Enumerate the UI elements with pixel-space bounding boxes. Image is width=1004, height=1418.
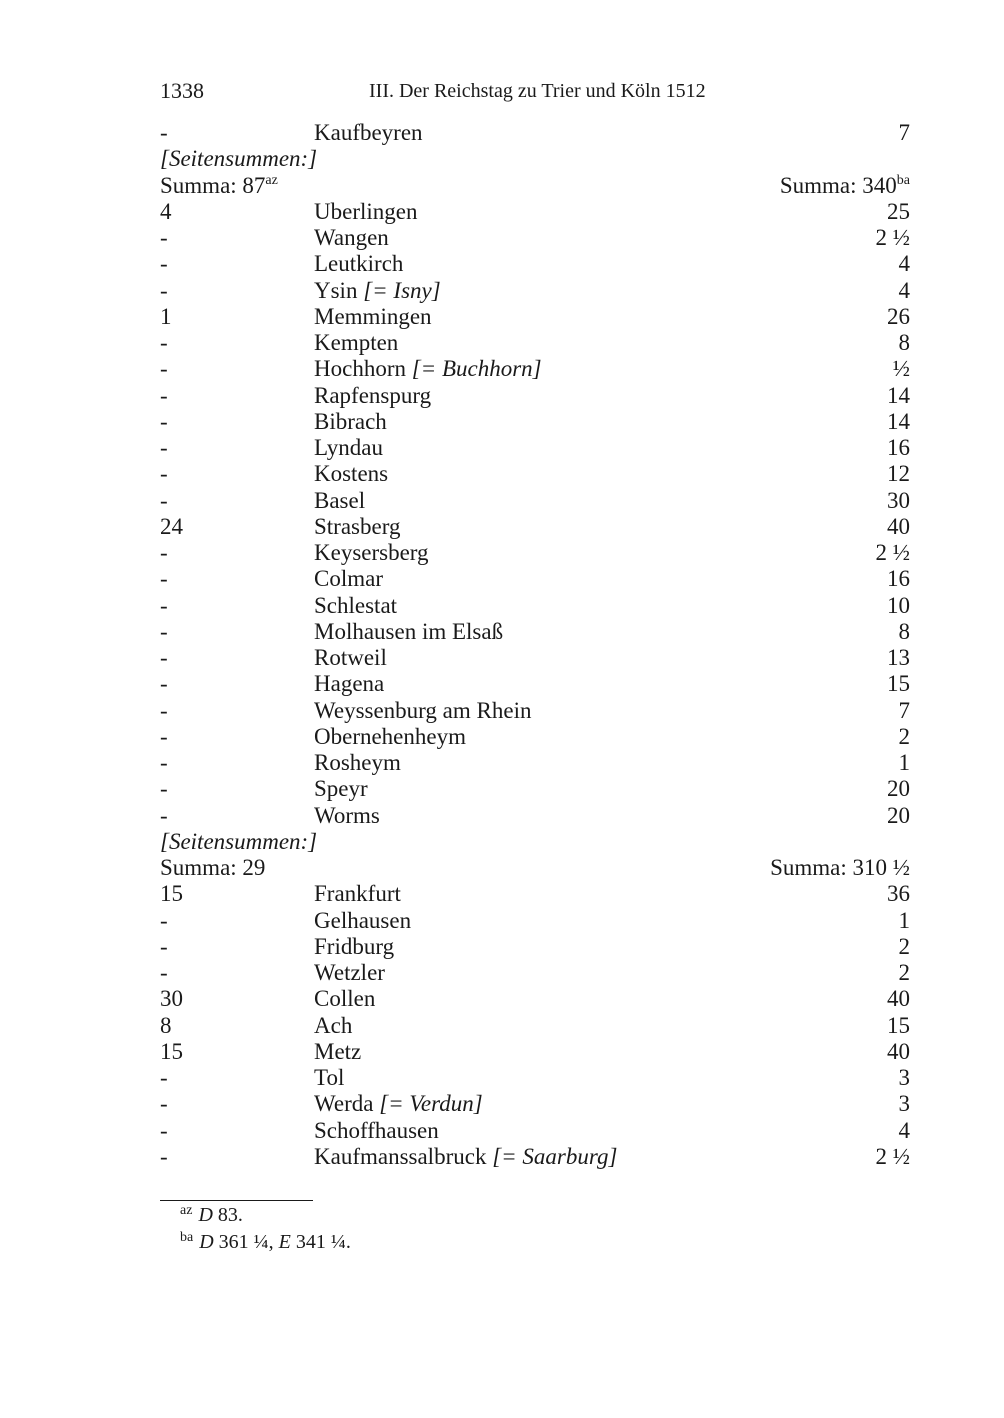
table-row — [160, 724, 910, 750]
value-cell: 16 — [887, 566, 910, 592]
value-cell: 2 — [898, 723, 910, 749]
place-name: Strasberg — [314, 513, 401, 539]
table-row — [160, 750, 910, 776]
place-name: Tol — [314, 1065, 345, 1090]
table-row — [160, 304, 910, 330]
place-cell — [314, 488, 365, 514]
contribution-table — [160, 120, 910, 1170]
table-row — [160, 934, 910, 960]
quota-cell: 15 — [160, 881, 183, 907]
value-cell: 15 — [887, 1012, 910, 1038]
quota-cell: - — [160, 120, 168, 145]
value-cell: 25 — [887, 198, 910, 224]
place-note: [= Isny] — [363, 277, 441, 303]
footnote — [180, 1203, 351, 1230]
place-cell — [314, 908, 411, 934]
value-cell: 7 — [898, 120, 910, 145]
footnote-text: E — [278, 1231, 291, 1253]
page-number: 1338 — [160, 78, 204, 103]
place-cell — [314, 251, 403, 277]
footnote-ref: az — [265, 172, 278, 188]
quota-cell: - — [160, 960, 168, 985]
quota-cell: - — [160, 356, 168, 382]
quota-cell: - — [160, 382, 168, 408]
quota-cell: - — [160, 487, 168, 513]
running-title: III. Der Reichstag zu Trier und Köln 1512 — [369, 80, 706, 102]
table-row — [160, 1065, 910, 1091]
place-name: Rosheym — [314, 750, 401, 775]
place-cell — [314, 1118, 439, 1144]
table-row — [160, 383, 910, 409]
place-name: Gelhausen — [314, 907, 412, 933]
table-row — [160, 488, 910, 514]
place-name: Speyr — [314, 776, 368, 802]
place-cell — [314, 1013, 352, 1039]
place-name: Leutkirch — [314, 251, 404, 277]
place-cell — [314, 330, 398, 356]
place-name: Fridburg — [314, 933, 395, 959]
value-cell: 36 — [887, 881, 910, 907]
value-cell: ½ — [892, 356, 910, 382]
table-row — [160, 251, 910, 277]
place-cell — [314, 356, 542, 382]
table-row — [160, 986, 910, 1012]
footnote-rule — [160, 1200, 313, 1201]
place-cell — [314, 1065, 344, 1091]
place-name: Wetzler — [314, 960, 385, 985]
place-cell — [314, 540, 429, 566]
table-row — [160, 671, 910, 697]
table-row — [160, 908, 910, 934]
page-header — [160, 78, 910, 108]
place-cell — [314, 1144, 617, 1170]
value-cell: 3 — [898, 1091, 910, 1117]
value-cell: 8 — [898, 618, 910, 644]
quota-cell: - — [160, 566, 168, 592]
place-name: Rapfenspurg — [314, 382, 432, 408]
table-row — [160, 829, 910, 855]
section-heading: [Seitensummen:] — [160, 828, 318, 854]
place-cell — [314, 514, 400, 540]
quota-cell: - — [160, 1117, 168, 1143]
quota-cell: - — [160, 540, 168, 565]
quota-cell: - — [160, 697, 168, 723]
table-row — [160, 881, 910, 907]
value-cell: 4 — [898, 251, 910, 277]
quota-cell: - — [160, 776, 168, 802]
value-cell: 4 — [898, 1117, 910, 1143]
value-cell: 2 — [898, 933, 910, 959]
table-row — [160, 514, 910, 540]
place-note: [= Buchhorn] — [411, 356, 542, 382]
value-cell: 7 — [898, 697, 910, 723]
place-name: Memmingen — [314, 303, 432, 329]
quota-cell: 4 — [160, 198, 172, 224]
place-cell — [314, 435, 383, 461]
quota-cell: - — [160, 592, 168, 618]
quota-cell: - — [160, 277, 168, 303]
quota-cell: - — [160, 330, 168, 355]
table-row — [160, 645, 910, 671]
quota-cell: - — [160, 435, 168, 460]
place-cell — [314, 225, 389, 251]
place-cell — [314, 409, 387, 435]
place-cell — [314, 881, 401, 907]
quota-cell: 15 — [160, 1038, 183, 1064]
quota-cell: - — [160, 802, 168, 828]
place-cell — [314, 1039, 361, 1065]
place-cell — [314, 383, 431, 409]
place-cell — [314, 698, 531, 724]
place-name: Colmar — [314, 566, 383, 592]
place-name: Kempten — [314, 330, 399, 355]
value-cell: 14 — [887, 382, 910, 408]
value-cell: 12 — [887, 461, 910, 487]
footnote-text: D — [198, 1204, 213, 1226]
place-cell — [314, 960, 385, 986]
table-row — [160, 409, 910, 435]
value-cell: 13 — [887, 645, 910, 670]
footnote-mark: az — [180, 1203, 193, 1218]
footnote-text: 361 ¼, — [213, 1231, 279, 1253]
quota-cell: - — [160, 645, 168, 670]
value-cell: 16 — [887, 435, 910, 460]
place-cell — [314, 461, 388, 487]
table-row — [160, 120, 910, 146]
place-name: Schlestat — [314, 592, 398, 618]
place-cell — [314, 750, 401, 776]
value-cell: 26 — [887, 303, 910, 329]
quota-cell: - — [160, 408, 168, 434]
quota-cell: - — [160, 618, 168, 644]
place-name: Ach — [314, 1012, 353, 1038]
summa-right-text: Summa: 340 — [779, 172, 897, 198]
footnote-mark: ba — [180, 1230, 194, 1245]
table-row — [160, 698, 910, 724]
place-cell — [314, 986, 375, 1012]
table-row — [160, 1013, 910, 1039]
table-row — [160, 278, 910, 304]
place-cell — [314, 803, 380, 829]
place-name: Werda — [314, 1091, 374, 1117]
place-cell — [314, 566, 383, 592]
place-name: Wangen — [314, 225, 389, 250]
summa-right — [770, 855, 910, 881]
table-row — [160, 435, 910, 461]
value-cell: 40 — [887, 986, 910, 1012]
place-name: Kaufmanssalbruck — [314, 1143, 487, 1169]
table-row — [160, 1118, 910, 1144]
quota-cell: - — [160, 723, 168, 749]
value-cell: 2 ½ — [875, 540, 910, 565]
place-cell — [314, 593, 397, 619]
quota-cell: - — [160, 907, 168, 933]
place-name: Weyssenburg am Rhein — [314, 697, 532, 723]
quota-cell: 8 — [160, 1012, 172, 1038]
value-cell: 2 ½ — [875, 1143, 910, 1169]
table-row — [160, 1039, 910, 1065]
value-cell: 2 ½ — [875, 225, 910, 250]
footnote-text: D — [199, 1231, 214, 1253]
place-name: Basel — [314, 487, 366, 513]
quota-cell: - — [160, 750, 168, 775]
table-row — [160, 330, 910, 356]
value-cell: 15 — [887, 671, 910, 697]
value-cell: 20 — [887, 776, 910, 802]
place-name: Bibrach — [314, 408, 387, 434]
place-name: Ysin — [314, 277, 358, 303]
value-cell: 8 — [898, 330, 910, 355]
value-cell: 20 — [887, 802, 910, 828]
quota-cell: - — [160, 1143, 168, 1169]
place-note: [= Verdun] — [379, 1091, 483, 1117]
value-cell: 30 — [887, 487, 910, 513]
table-row — [160, 960, 910, 986]
summa-left-text: Summa: 29 — [160, 855, 266, 880]
place-cell — [314, 645, 387, 671]
quota-cell: - — [160, 933, 168, 959]
table-row — [160, 566, 910, 592]
quota-cell: - — [160, 1091, 168, 1117]
place-name: Worms — [314, 802, 380, 828]
place-name: Hochhorn — [314, 356, 406, 382]
place-name: Kostens — [314, 461, 389, 487]
table-row — [160, 776, 910, 802]
place-name: Hagena — [314, 671, 385, 697]
quota-cell: 24 — [160, 513, 183, 539]
place-name: Obernehenheym — [314, 723, 466, 749]
footnote-ref: ba — [896, 172, 910, 188]
value-cell: 14 — [887, 408, 910, 434]
place-name: Uberlingen — [314, 198, 418, 224]
table-row — [160, 803, 910, 829]
table-row — [160, 540, 910, 566]
place-name: Molhausen im Elsaß — [314, 618, 504, 644]
table-row — [160, 173, 910, 199]
place-cell — [314, 776, 368, 802]
value-cell: 40 — [887, 513, 910, 539]
place-name: Metz — [314, 1038, 362, 1064]
summa-right-text: Summa: 310 ½ — [770, 855, 910, 880]
place-cell — [314, 278, 441, 304]
table-row — [160, 1091, 910, 1117]
place-name: Schoffhausen — [314, 1117, 439, 1143]
footnote-text: 341 ¼. — [290, 1231, 351, 1253]
place-name: Kaufbeyren — [314, 120, 423, 145]
place-note: [= Saarburg] — [492, 1143, 618, 1169]
quota-cell: - — [160, 461, 168, 487]
value-cell: 4 — [898, 277, 910, 303]
table-row — [160, 593, 910, 619]
place-name: Keysersberg — [314, 540, 429, 565]
summa-left-text: Summa: 87 — [160, 172, 266, 198]
value-cell: 10 — [887, 592, 910, 618]
value-cell: 1 — [898, 750, 910, 775]
place-cell — [314, 199, 417, 225]
quota-cell: - — [160, 1065, 168, 1090]
value-cell: 3 — [898, 1065, 910, 1090]
quota-cell: - — [160, 251, 168, 277]
place-name: Collen — [314, 986, 376, 1012]
place-cell — [314, 671, 384, 697]
value-cell: 2 — [898, 960, 910, 985]
table-row — [160, 855, 910, 881]
quota-cell: 1 — [160, 303, 172, 329]
place-cell — [314, 304, 432, 330]
value-cell: 1 — [898, 907, 910, 933]
place-cell — [314, 619, 503, 645]
table-row — [160, 1144, 910, 1170]
footnote-text: 83. — [212, 1204, 243, 1226]
summa-left — [160, 855, 265, 881]
quota-cell: - — [160, 225, 168, 250]
table-row — [160, 225, 910, 251]
place-cell — [314, 120, 423, 146]
place-name: Lyndau — [314, 435, 383, 460]
table-row — [160, 461, 910, 487]
place-cell — [314, 724, 466, 750]
footnote — [180, 1230, 351, 1257]
quota-cell: 30 — [160, 986, 183, 1012]
place-name: Frankfurt — [314, 881, 401, 907]
place-cell — [314, 934, 394, 960]
place-cell — [314, 1091, 483, 1117]
table-row — [160, 619, 910, 645]
section-heading: [Seitensummen:] — [160, 146, 318, 172]
value-cell: 40 — [887, 1038, 910, 1064]
quota-cell: - — [160, 671, 168, 697]
place-name: Rotweil — [314, 645, 387, 670]
table-row — [160, 146, 910, 172]
footnotes — [180, 1203, 351, 1257]
table-row — [160, 356, 910, 382]
table-row — [160, 199, 910, 225]
